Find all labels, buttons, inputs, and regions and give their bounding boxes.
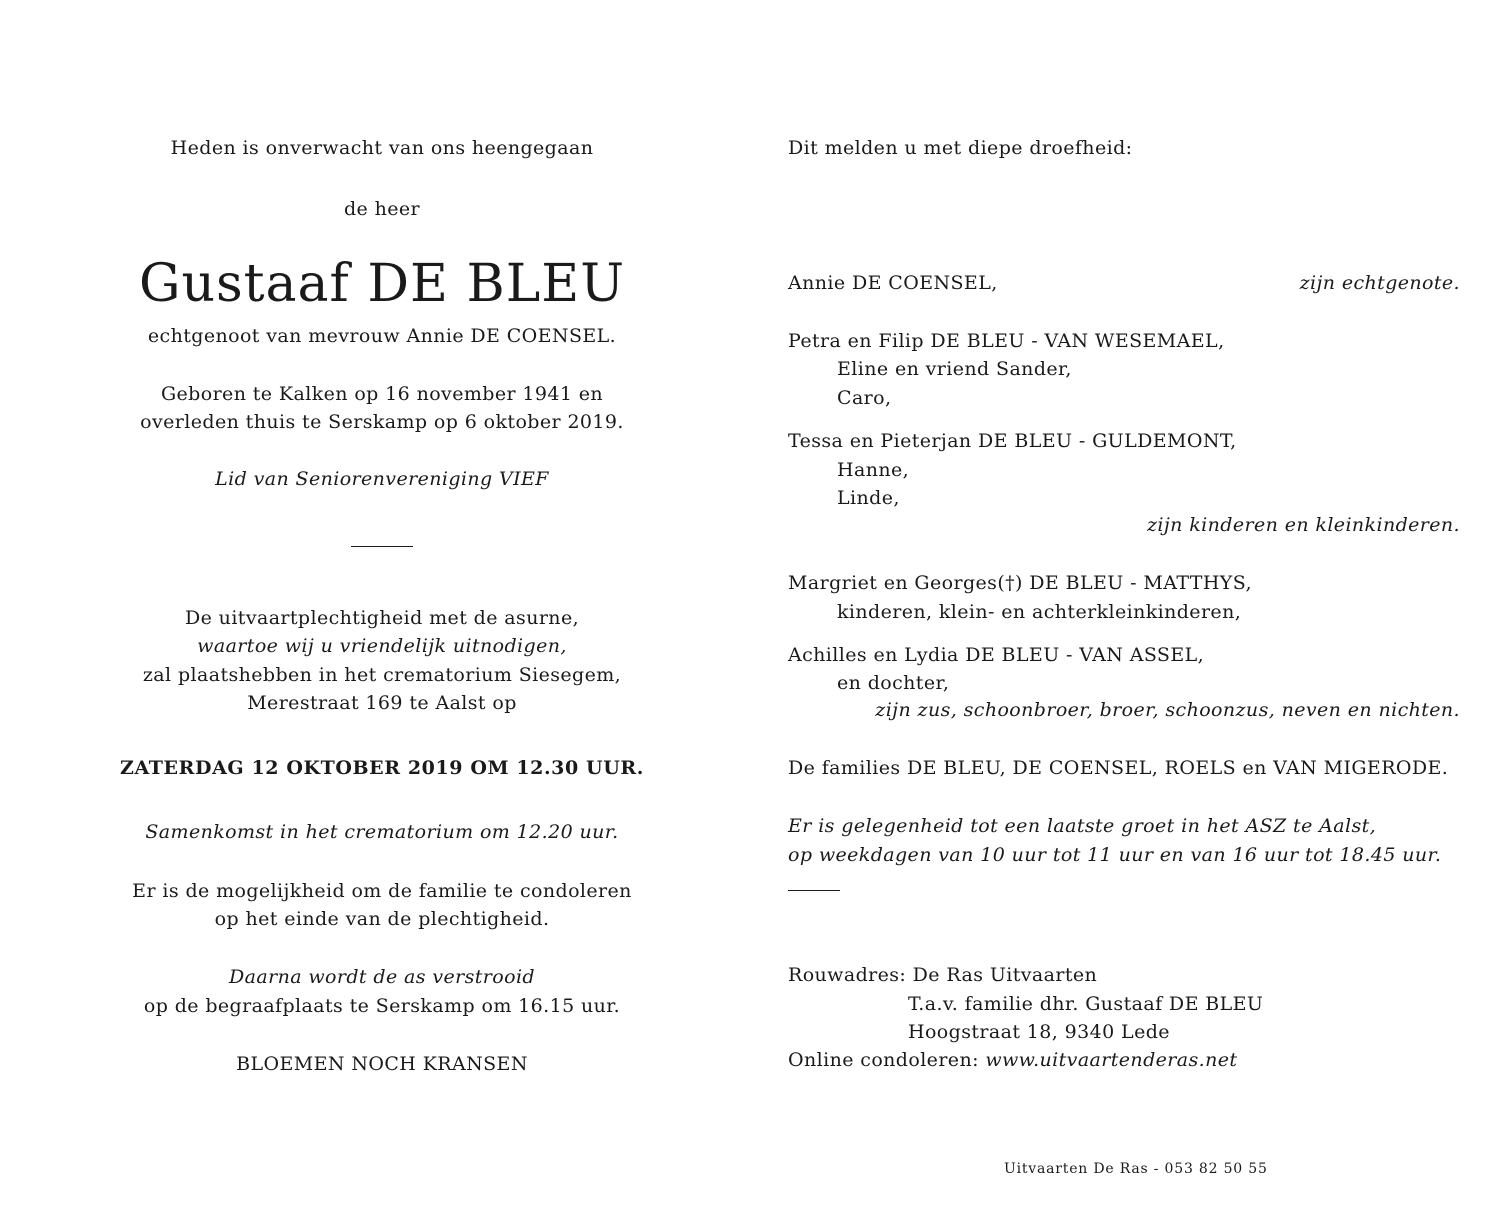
condolence-line-2: op het einde van de plechtigheid. — [214, 908, 550, 930]
ashes-line-1: Daarna wordt de as verstrooid — [228, 966, 536, 988]
ceremony-line-1: De uitvaartplechtigheid met de asurne, — [184, 607, 580, 629]
sibling-2-kids: en dochter, — [837, 672, 950, 694]
gathering-text: Samenkomst in het crematorium om 12.20 uur. — [145, 821, 619, 843]
visit-line-1: Er is gelegenheid tot een laatste groet in het ASZ te Aalst, — [788, 815, 1377, 837]
siblings-role: zijn zus, schoonbroer, broer, schoonzus, neven en nichten. — [875, 699, 1460, 721]
child-2-kid-1: Hanne, — [837, 459, 910, 481]
title-prefix: de heer — [343, 198, 421, 220]
visit-line-2: op weekdagen van 10 uur tot 11 uur en van 16 uur tot 18.45 uur. — [788, 844, 1442, 866]
divider-right — [788, 890, 840, 891]
ashes-line-2: op de begraafplaats te Serskamp om 16.15 uur. — [143, 995, 621, 1017]
flowers-notice: BLOEMEN NOCH KRANSEN — [236, 1053, 528, 1075]
spouse-line: echtgenoot van mevrouw Annie DE COENSEL. — [147, 325, 617, 347]
divider-left — [351, 546, 413, 547]
children-role: zijn kinderen en kleinkinderen. — [1147, 514, 1460, 536]
ceremony-line-2: waartoe wij u vriendelijk uitnodigen, — [197, 635, 567, 657]
spouse-name: Annie DE COENSEL, — [788, 272, 998, 294]
footer-credit: Uitvaarten De Ras - 053 82 50 55 — [1004, 1161, 1268, 1177]
intro-text: Heden is onverwacht van ons heengegaan — [170, 137, 594, 159]
announcement-text: Dit melden u met diepe droefheid: — [788, 137, 1133, 159]
spouse-role: zijn echtgenote. — [1299, 272, 1460, 294]
condolence-line-1: Er is de mogelijkheid om de familie te condoleren — [132, 880, 632, 902]
ceremony-line-3: zal plaatshebben in het crematorium Siesegem, — [142, 664, 622, 686]
child-1-parents: Petra en Filip DE BLEU - VAN WESEMAEL, — [788, 330, 1225, 352]
child-1-kid-2: Caro, — [837, 387, 892, 409]
birth-line-1: Geboren te Kalken op 16 november 1941 en — [160, 383, 604, 405]
deceased-name: Gustaaf DE BLEU — [138, 254, 626, 314]
sibling-1-parents: Margriet en Georges(†) DE BLEU - MATTHYS, — [788, 572, 1252, 594]
sibling-2-parents: Achilles en Lydia DE BLEU - VAN ASSEL, — [788, 644, 1205, 666]
membership-text: Lid van Seniorenvereniging VIEF — [215, 468, 549, 490]
birth-line-2: overleden thuis te Serskamp op 6 oktober 2019. — [140, 411, 624, 433]
address-label: Rouwadres: De Ras Uitvaarten — [788, 964, 1098, 986]
address-line-2: Hoogstraat 18, 9340 Lede — [908, 1021, 1170, 1043]
child-1-kid-1: Eline en vriend Sander, — [837, 358, 1072, 380]
address-line-1: T.a.v. familie dhr. Gustaaf DE BLEU — [908, 993, 1264, 1015]
sibling-1-kids: kinderen, klein- en achterkleinkinderen, — [837, 601, 1242, 623]
child-2-parents: Tessa en Pieterjan DE BLEU - GULDEMONT, — [788, 430, 1237, 452]
online-label: Online condoleren: — [788, 1049, 979, 1071]
online-url-link[interactable]: www.uitvaartenderas.net — [985, 1049, 1238, 1071]
ceremony-line-4: Merestraat 169 te Aalst op — [247, 692, 517, 714]
online-condolence — [788, 1048, 1237, 1072]
families-line: De families DE BLEU, DE COENSEL, ROELS en VAN MIGERODE. — [788, 757, 1449, 779]
ceremony-date-time: ZATERDAG 12 OKTOBER 2019 OM 12.30 UUR. — [120, 757, 644, 779]
child-2-kid-2: Linde, — [837, 487, 900, 509]
